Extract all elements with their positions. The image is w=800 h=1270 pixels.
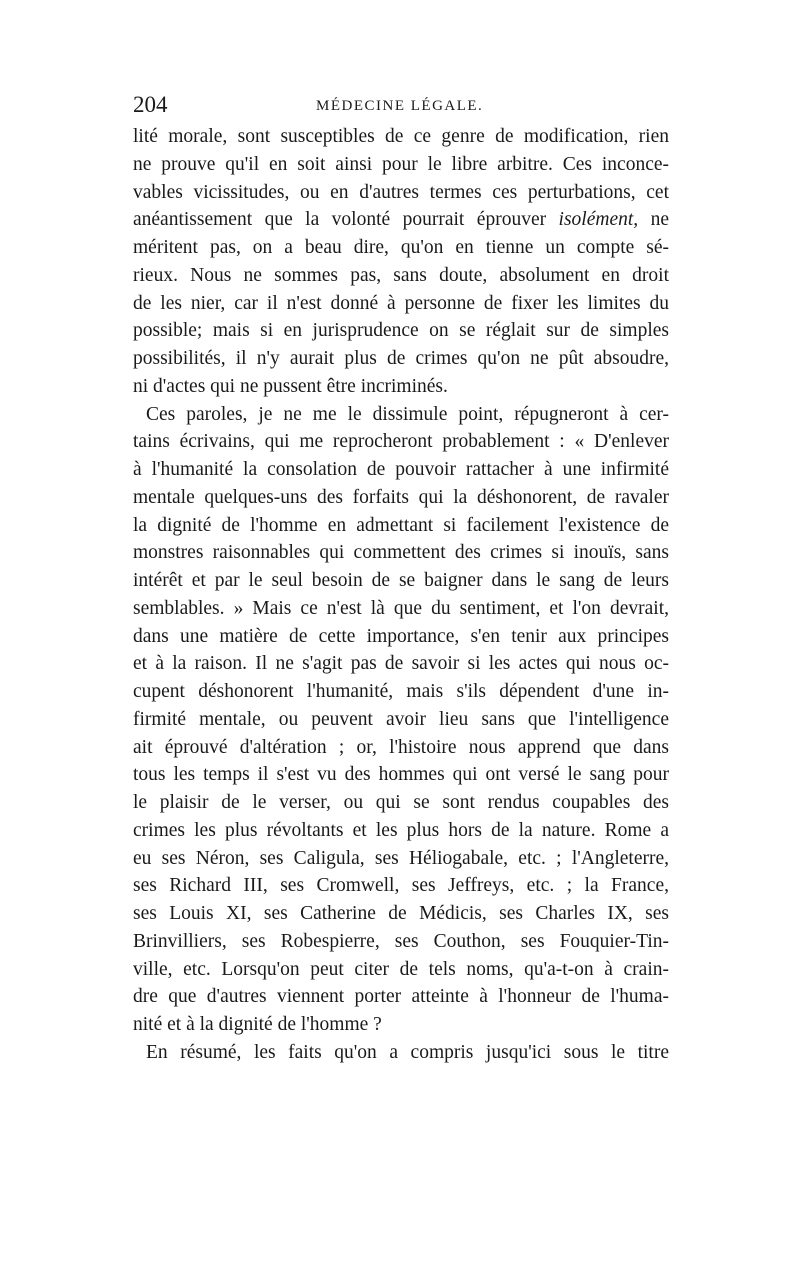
text-line: de les nier, car il n'est donné à personne de fixer les limites du bbox=[133, 292, 669, 314]
emphasis-word: isolément, bbox=[558, 209, 639, 231]
text-line: et à la raison. Il ne s'agit pas de savoir si les actes qui nous oc- bbox=[133, 653, 669, 675]
text-line: vables vicissitudes, ou en d'autres termes ces perturbations, cet bbox=[133, 181, 669, 203]
text-line: la dignité de l'homme en admettant si facilement l'existence de bbox=[133, 514, 669, 536]
text-line: cupent déshonorent l'humanité, mais s'ils dépendent d'une in- bbox=[133, 681, 669, 702]
text-line: le plaisir de le verser, ou qui se sont rendus coupables des bbox=[133, 792, 669, 813]
text-line: ait éprouvé d'altération ; or, l'histoire nous apprend que dans bbox=[133, 736, 669, 758]
text-line: ne prouve qu'il en soit ainsi pour le libre arbitre. Ces inconce- bbox=[133, 153, 669, 175]
text-line: possibilités, il n'y aurait plus de crimes qu'on ne pût absoudre, bbox=[133, 348, 669, 369]
page-number: 204 bbox=[133, 92, 168, 117]
text-line: possible; mais si en jurisprudence on se réglait sur de simples bbox=[133, 320, 669, 342]
text-line: En résumé, les faits qu'on a compris jusqu'ici sous le titre bbox=[146, 1041, 669, 1063]
text-line: rieux. Nous ne sommes pas, sans doute, absolument en droit bbox=[133, 264, 669, 286]
running-head bbox=[133, 90, 669, 120]
text-line: Ces paroles, je ne me le dissimule point, répugneront à cer- bbox=[146, 403, 669, 425]
text-line: ses Richard III, ses Cromwell, ses Jeffreys, etc. ; la France, bbox=[133, 875, 669, 897]
text-line: tous les temps il s'est vu des hommes qui ont versé le sang pour bbox=[133, 764, 669, 786]
text-line: tains écrivains, qui me reprocheront probablement : « D'enlever bbox=[133, 431, 669, 453]
text-line: à l'humanité la consolation de pouvoir rattacher à une infirmité bbox=[133, 459, 669, 480]
body-text bbox=[133, 123, 669, 1067]
text-line: méritent pas, on a beau dire, qu'on en tienne un compte sé- bbox=[133, 237, 669, 258]
text-line: eu ses Néron, ses Caligula, ses Héliogabale, etc. ; l'Angleterre, bbox=[133, 847, 669, 869]
text-line: crimes les plus révoltants et les plus hors de la nature. Rome a bbox=[133, 819, 669, 841]
text-line: Brinvilliers, ses Robespierre, ses Couthon, ses Fouquier-Tin- bbox=[133, 930, 669, 952]
text-line: intérêt et par le seul besoin de se baigner dans le sang de leurs bbox=[133, 570, 669, 591]
text-line: firmité mentale, ou peuvent avoir lieu sans que l'intelligence bbox=[133, 708, 669, 730]
text-line: ni d'actes qui ne pussent être incriminés. bbox=[133, 375, 448, 397]
text-line: mentale quelques-uns des forfaits qui la déshonorent, de ravaler bbox=[133, 486, 669, 508]
text-line: nité et à la dignité de l'homme ? bbox=[133, 1014, 382, 1035]
text-line: anéantissement que la volonté pourrait éprouver isolément, ne bbox=[133, 209, 670, 231]
text-line: semblables. » Mais ce n'est là que du sentiment, et l'on devrait, bbox=[133, 597, 669, 619]
text-line: ses Louis XI, ses Catherine de Médicis, ses Charles IX, ses bbox=[133, 903, 669, 924]
text-line: dre que d'autres viennent porter atteinte à l'honneur de l'huma- bbox=[133, 986, 669, 1008]
text-line: monstres raisonnables qui commettent des crimes si inouïs, sans bbox=[133, 542, 669, 564]
text-line: lité morale, sont susceptibles de ce genre de modification, rien bbox=[133, 126, 669, 147]
text-line: ville, etc. Lorsqu'on peut citer de tels noms, qu'a-t-on à crain- bbox=[133, 958, 669, 980]
running-title: MÉDECINE LÉGALE. bbox=[316, 98, 484, 114]
text-line: dans une matière de cette importance, s'en tenir aux principes bbox=[133, 625, 669, 647]
